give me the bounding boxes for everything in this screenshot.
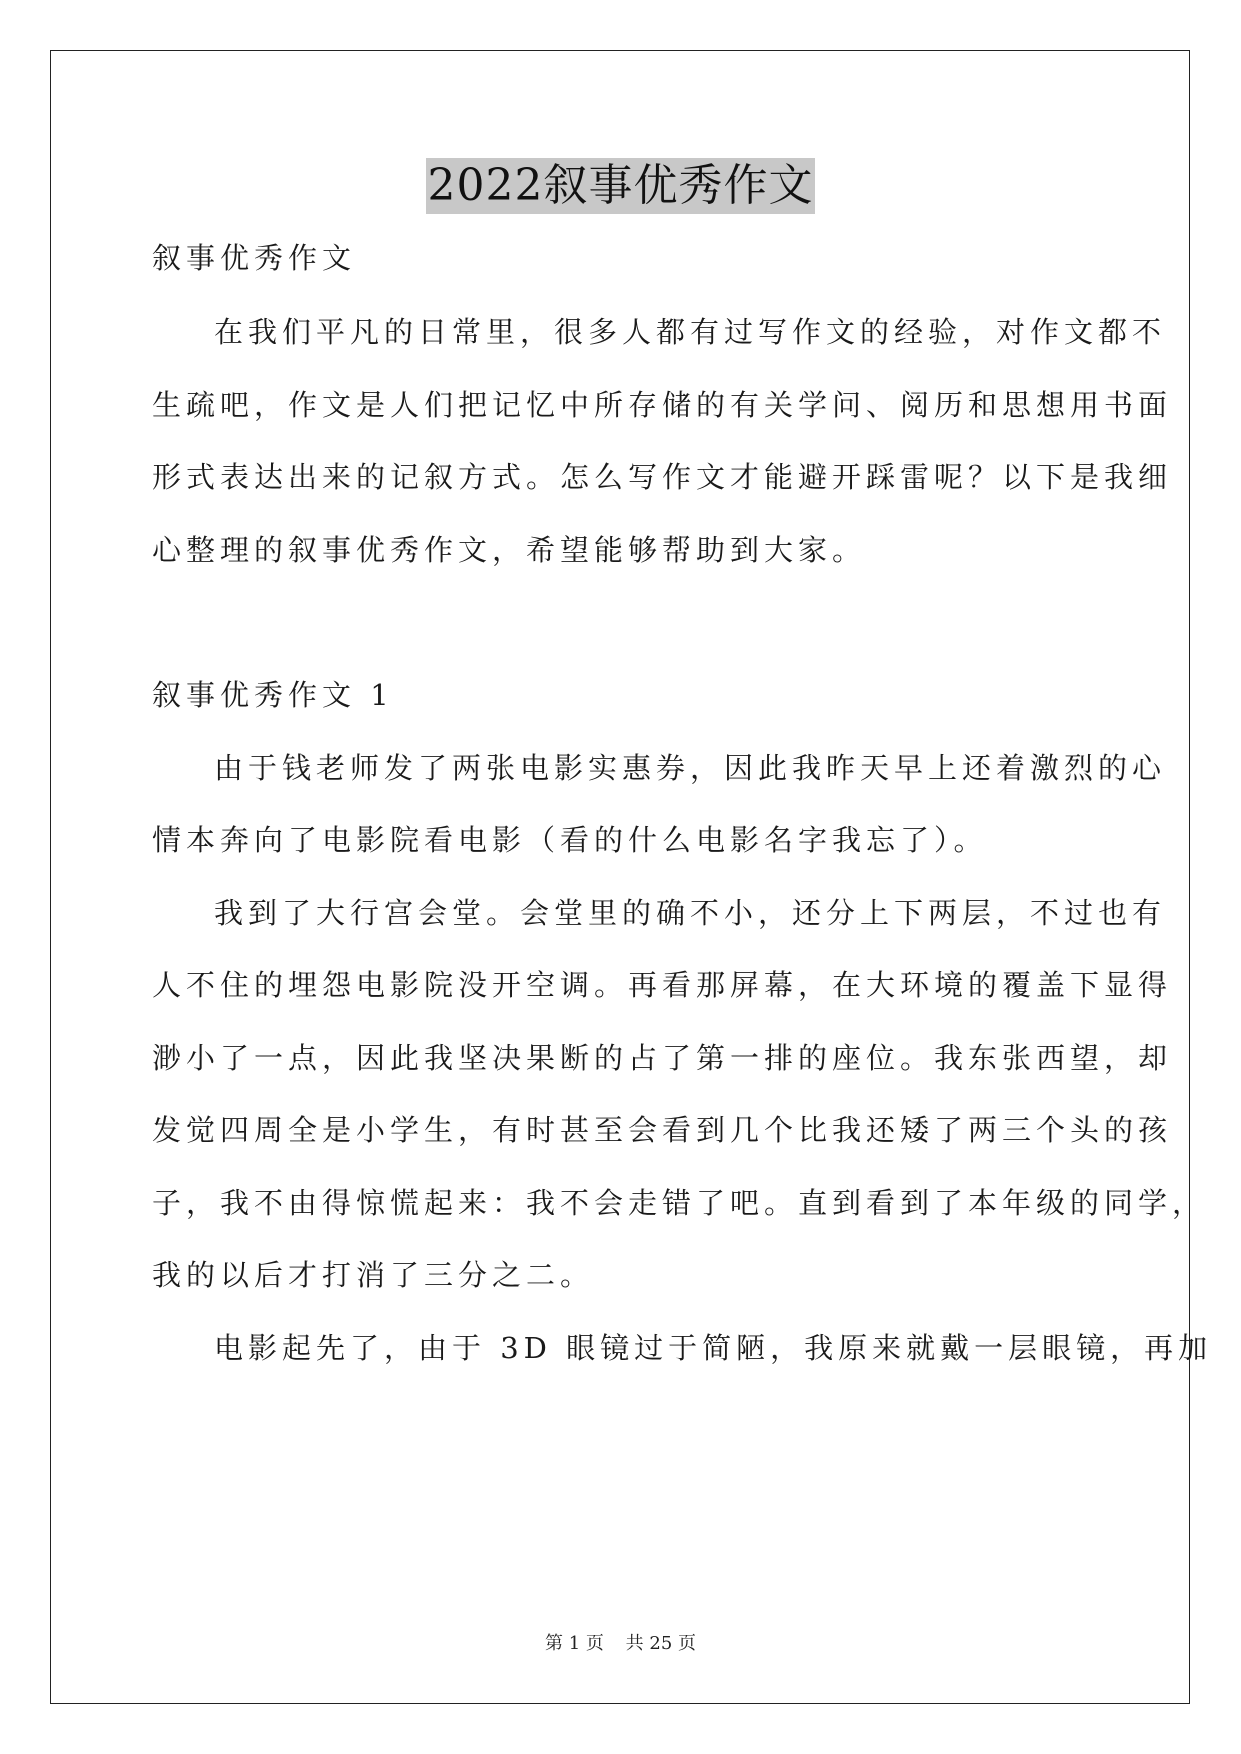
text-line: 在我们平凡的日常里，很多人都有过写作文的经验，对作文都不	[214, 315, 1167, 349]
text-line: 形式表达出来的记叙方式。怎么写作文才能避开踩雷呢？以下是我细	[152, 460, 1173, 494]
section-heading: 叙事优秀作文 1	[152, 678, 394, 712]
section-heading: 叙事优秀作文	[152, 241, 357, 275]
text-line: 由于钱老师发了两张电影实惠券，因此我昨天早上还着激烈的心	[214, 751, 1167, 785]
text-line: 渺小了一点，因此我坚决果断的占了第一排的座位。我东张西望，却	[152, 1041, 1173, 1075]
text-line: 情本奔向了电影院看电影（看的什么电影名字我忘了）。	[152, 823, 988, 857]
title-container	[0, 158, 1241, 214]
text-line: 我到了大行宫会堂。会堂里的确不小，还分上下两层，不过也有	[214, 896, 1167, 930]
page-border	[50, 50, 1190, 1704]
text-line: 子，我不由得惊慌起来：我不会走错了吧。直到看到了本年级的同学，	[152, 1186, 1207, 1220]
page-footer	[0, 1632, 1241, 1656]
text-line: 生疏吧，作文是人们把记忆中所存储的有关学问、阅历和思想用书面	[152, 388, 1173, 422]
text-line: 人不住的埋怨电影院没开空调。再看那屏幕，在大环境的覆盖下显得	[152, 968, 1173, 1002]
document-title: 2022叙事优秀作文	[426, 158, 816, 214]
page-total: 共 25 页	[625, 1633, 696, 1654]
text-line: 心整理的叙事优秀作文，希望能够帮助到大家。	[152, 533, 867, 567]
text-line: 发觉四周全是小学生，有时甚至会看到几个比我还矮了两三个头的孩	[152, 1113, 1173, 1147]
text-line: 电影起先了，由于 3D 眼镜过于简陋，我原来就戴一层眼镜，再加	[214, 1331, 1213, 1365]
text-line: 我的以后才打消了三分之二。	[152, 1258, 595, 1292]
page-number: 第 1 页	[545, 1633, 604, 1654]
